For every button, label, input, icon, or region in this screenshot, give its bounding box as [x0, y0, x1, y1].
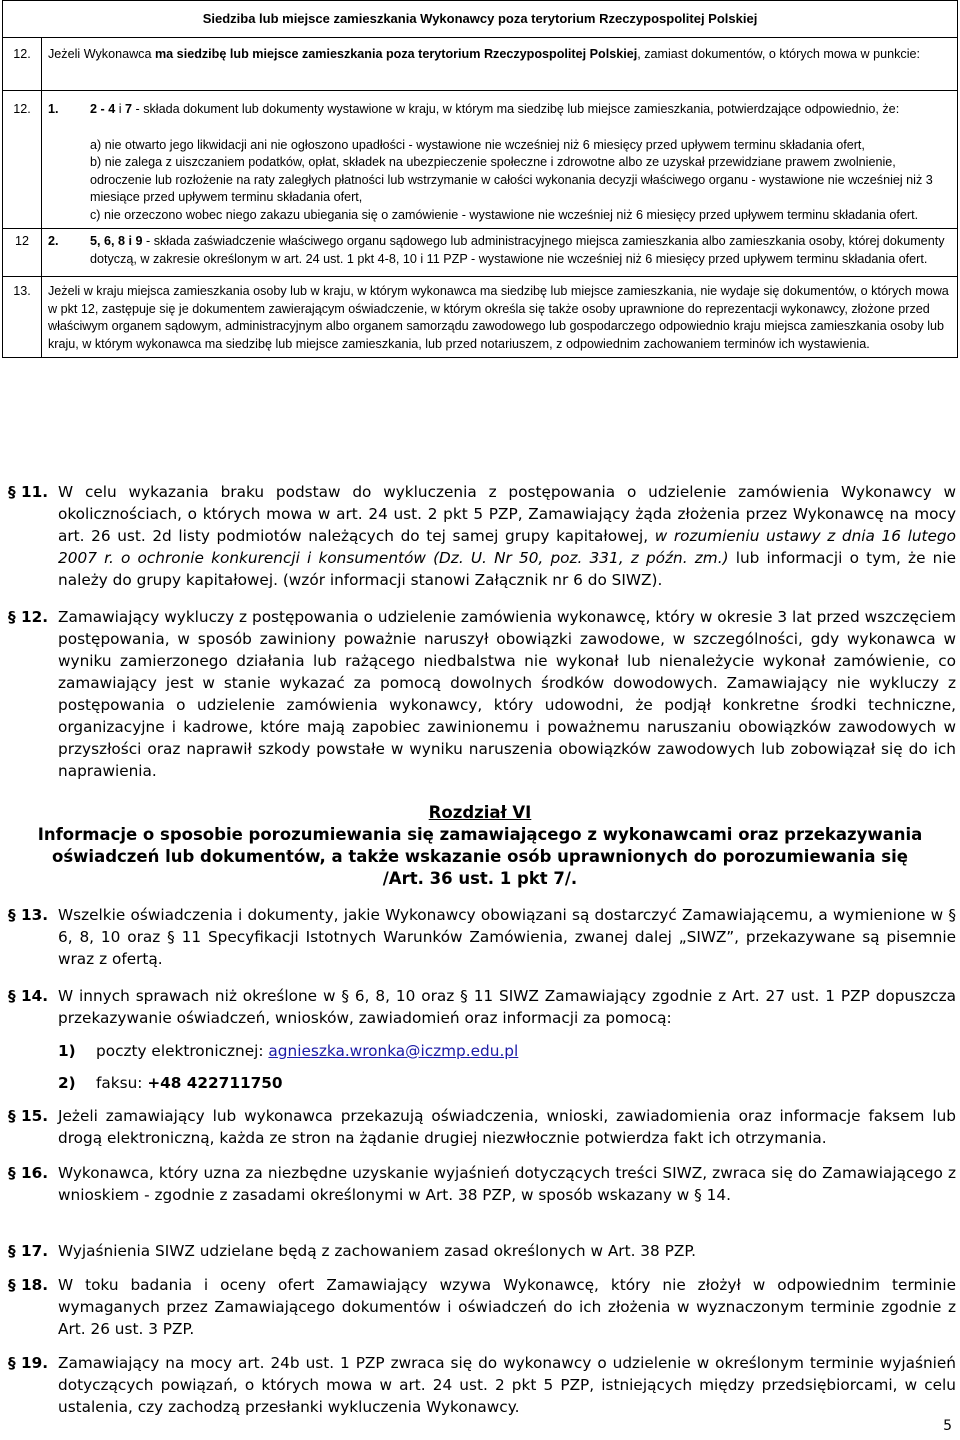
row-text: Jeżeli Wykonawca ma siedzibę lub miejsce zamieszkania poza terytorium Rzeczypospolitej Polskiej, zamiast dokumentów, o których mowa w punkcie:	[42, 38, 958, 91]
page-number: 5	[943, 1418, 952, 1434]
contact-item-email: 1) poczty elektronicznej: agnieszka.wronka@iczmp.edu.pl	[58, 1042, 519, 1060]
table-row	[3, 229, 958, 277]
sub-number: 2.	[48, 234, 59, 248]
row-number: 12.	[3, 38, 42, 91]
row-text: 2. 5, 6, 8 i 9 - składa zaświadczenie właściwego organu sądowego lub administracyjnego miejsca zamieszkania albo zamieszkania osoby, której dokumenty dotyczą, w zakresie określonym w art. 24 ust. 1 pkt 4-8, 10 i 11 PZP - wystawione nie wcześniej niż 6 miesięcy przed upływem terminu składania ofert.	[42, 229, 958, 277]
chapter-heading	[0, 802, 960, 890]
table-row	[3, 277, 958, 358]
chapter-subtitle-line: oświadczeń lub dokumentów, a także wskazanie osób uprawnionych do porozumiewania się	[52, 847, 908, 866]
section-12: § 12. Zamawiający wykluczy z postępowania o udzielenie zamówienia wykonawcę, który w okresie 3 lat przed wszczęciem postępowania, w sposób zawiniony poważnie naruszył obowiązki zawodowe, w szczególności, gdy wykonawca w wyniku zamierzonego działania lub rażącego niedbalstwa nie wykonał lub nienależycie wykonał zamówienie, co zamawiający jest w stanie wykazać za pomocą dowolnych środków dowodowych. Zamawiający nie wykluczy z postępowania o udzielenie zamówienia wykonawcy, który udowodni, że podjął konkretne środki techniczne, organizacyjne i kadrowe, które mają zapobiec zawinionemu i poważnemu naruszaniu obowiązków zawodowych w przyszłości oraz naprawił szkody powstałe w wyniku naruszenia obowiązków zawodowych lub zobowiązał się do ich naprawienia.	[8, 608, 956, 780]
section-number: § 17.	[8, 1242, 49, 1260]
contact-item-fax: 2) faksu: +48 422711750	[58, 1074, 283, 1092]
section-number: § 13.	[8, 906, 49, 924]
section-14: § 14. W innych sprawach niż określone w § 6, 8, 10 oraz § 11 SIWZ Zamawiający zgodnie z Art. 27 ust. 1 PZP dopuszcza przekazywanie oświadczeń, wniosków, zawiadomień oraz informacji za pomocą:	[8, 987, 956, 1027]
section-11: § 11. W celu wykazania braku podstaw do wykluczenia z postępowania o udzielenie zamówienia Wykonawcy w okolicznościach, o których mowa w art. 24 ust. 2 pkt 5 PZP, Zamawiający żąda złożenia przez Wykonawcę na mocy art. 26 ust. 2d listy podmiotów należących do tej samej grupy kapitałowej, w rozumieniu ustawy z dnia 16 lutego 2007 r. o ochronie konkurencji i konsumentów (Dz. U. Nr 50, poz. 331, z późn. zm.) lub informacji o tym, że nie należy do grupy kapitałowej. (wzór informacji stanowi Załącznik nr 6 do SIWZ).	[8, 483, 956, 589]
section-number: § 16.	[8, 1164, 49, 1182]
table-row	[3, 91, 958, 229]
chapter-subtitle-line: Informacje o sposobie porozumiewania się zamawiającego z wykonawcami oraz przekazywania	[37, 825, 923, 844]
section-number: § 12.	[8, 608, 49, 626]
chapter-subtitle-line: /Art. 36 ust. 1 pkt 7/.	[382, 869, 578, 888]
row-text: Jeżeli w kraju miejsca zamieszkania osoby lub w kraju, w którym wykonawca ma siedzibę lub miejsce zamieszkania, nie wydaje się dokumentów, o których mowa w pkt 12, zastępuje się je dokumentem zawierającym oświadczenie, w którym określa się także osoby uprawnione do reprezentacji wykonawcy, złożone przed właściwym organem sądowym, administracyjnym albo organem samorządu zawodowego lub gospodarczego odpowiednio kraju miejsca zamieszkania osoby lub kraju, w którym wykonawca ma siedzibę lub miejsce zamieszkania, lub przed notariuszem, z odpowiednim zachowaniem terminów ich wystawienia.	[42, 277, 958, 358]
section-15: § 15. Jeżeli zamawiający lub wykonawca przekazują oświadczenia, wnioski, zawiadomienia oraz informacje faksem lub drogą elektroniczną, każda ze stron na żądanie drugiej niezwłocznie potwierdza fakt ich otrzymania.	[8, 1107, 956, 1147]
condition-b: b) nie zalega z uiszczaniem podatków, opłat, składek na ubezpieczenie społeczne i zdrowotne albo ze uzyskał przewidziane prawem zwolnienie, odroczenie lub rozłożenie na raty zaległych płatności lub wstrzymanie w całości wykonania decyzji właściwego organu - wystawione nie wcześniej niż 3 miesiące przed upływem terminu składania ofert,	[90, 155, 933, 204]
section-number: § 14.	[8, 987, 49, 1005]
row-number: 13.	[3, 277, 42, 358]
section-number: § 19.	[8, 1354, 49, 1372]
condition-c: c) nie orzeczono wobec niego zakazu ubiegania się o zamówienie - wystawione nie wcześniej niż 6 miesięcy przed upływem terminu składania ofert.	[90, 207, 919, 222]
row-number: 12	[3, 229, 42, 277]
condition-a: a) nie otwarto jego likwidacji ani nie ogłoszono upadłości - wystawione nie wcześniej niż 6 miesięcy przed upływem terminu składania ofert,	[90, 137, 865, 152]
chapter-title: Rozdział VI	[428, 803, 532, 822]
table-row	[3, 38, 958, 91]
row-text: 1. 2 - 4 i 7 - składa dokument lub dokumenty wystawione w kraju, w którym ma siedzibę lub miejsce zamieszkania, potwierdzające odpowiednio, że: a) nie otwarto jego likwidacji ani nie ogłoszono upadłości - wystawione nie wcześniej niż 6 miesięcy przed upływem terminu składania ofert, b) nie zalega z uiszczaniem podatków, opłat, składek na ubezpieczenie społeczne i zdrowotne albo ze uzyskał przewidziane prawem zwolnienie, odroczenie lub rozłożenie na raty zaległych płatności lub wstrzymanie w całości wykonania decyzji właściwego organu - wystawione nie wcześniej niż 3 miesiące przed upływem terminu składania ofert, c) nie orzeczono wobec niego zakazu ubiegania się o zamówienie - wystawione nie wcześniej niż 6 miesięcy przed upływem terminu składania ofert.	[42, 91, 958, 229]
section-number: § 18.	[8, 1276, 49, 1294]
section-16: § 16. Wykonawca, który uzna za niezbędne uzyskanie wyjaśnień dotyczących treści SIWZ, zwraca się do Zamawiającego z wnioskiem - zgodnie z zasadami określonymi w Art. 38 PZP, w sposób wskazany w § 14.	[8, 1164, 956, 1204]
section-17: § 17. Wyjaśnienia SIWZ udzielane będą z zachowaniem zasad określonych w Art. 38 PZP.	[8, 1242, 697, 1260]
section-number: § 15.	[8, 1107, 49, 1125]
sub-number: 1.	[48, 102, 59, 116]
section-13: § 13. Wszelkie oświadczenia i dokumenty, jakie Wykonawcy obowiązani są dostarczyć Zamawiającemu, a wymienione w § 6, 8, 10 oraz § 11 Specyfikacji Istotnych Warunków Zamówienia, zwanej dalej „SIWZ”, przekazywane są pisemnie wraz z ofertą.	[8, 906, 956, 968]
section-number: § 11.	[8, 483, 49, 501]
email-link[interactable]: agnieszka.wronka@iczmp.edu.pl	[268, 1042, 519, 1060]
section-19: § 19. Zamawiający na mocy art. 24b ust. 1 PZP zwraca się do wykonawcy o udzielenie w określonym terminie wyjaśnień dotyczących powiązań, o których mowa w art. 24 ust. 2 pkt 5 PZP, istniejących między przedsiębiorcami, w celu ustalenia, czy zachodzą przesłanki wykluczenia Wykonawcy.	[8, 1354, 956, 1416]
foreign-documents-table	[2, 0, 958, 358]
row-number: 12.	[3, 91, 42, 229]
section-18: § 18. W toku badania i oceny ofert Zamawiający wzywa Wykonawcę, który nie złożył w odpowiednim terminie wymaganych przez Zamawiającego dokumentów i oświadczeń do ich złożenia w wyznaczonym terminie zgodnie z Art. 26 ust. 3 PZP.	[8, 1276, 956, 1338]
table-header: Siedziba lub miejsce zamieszkania Wykonawcy poza terytorium Rzeczypospolitej Polskiej	[3, 1, 958, 38]
fax-number: +48 422711750	[147, 1074, 283, 1092]
